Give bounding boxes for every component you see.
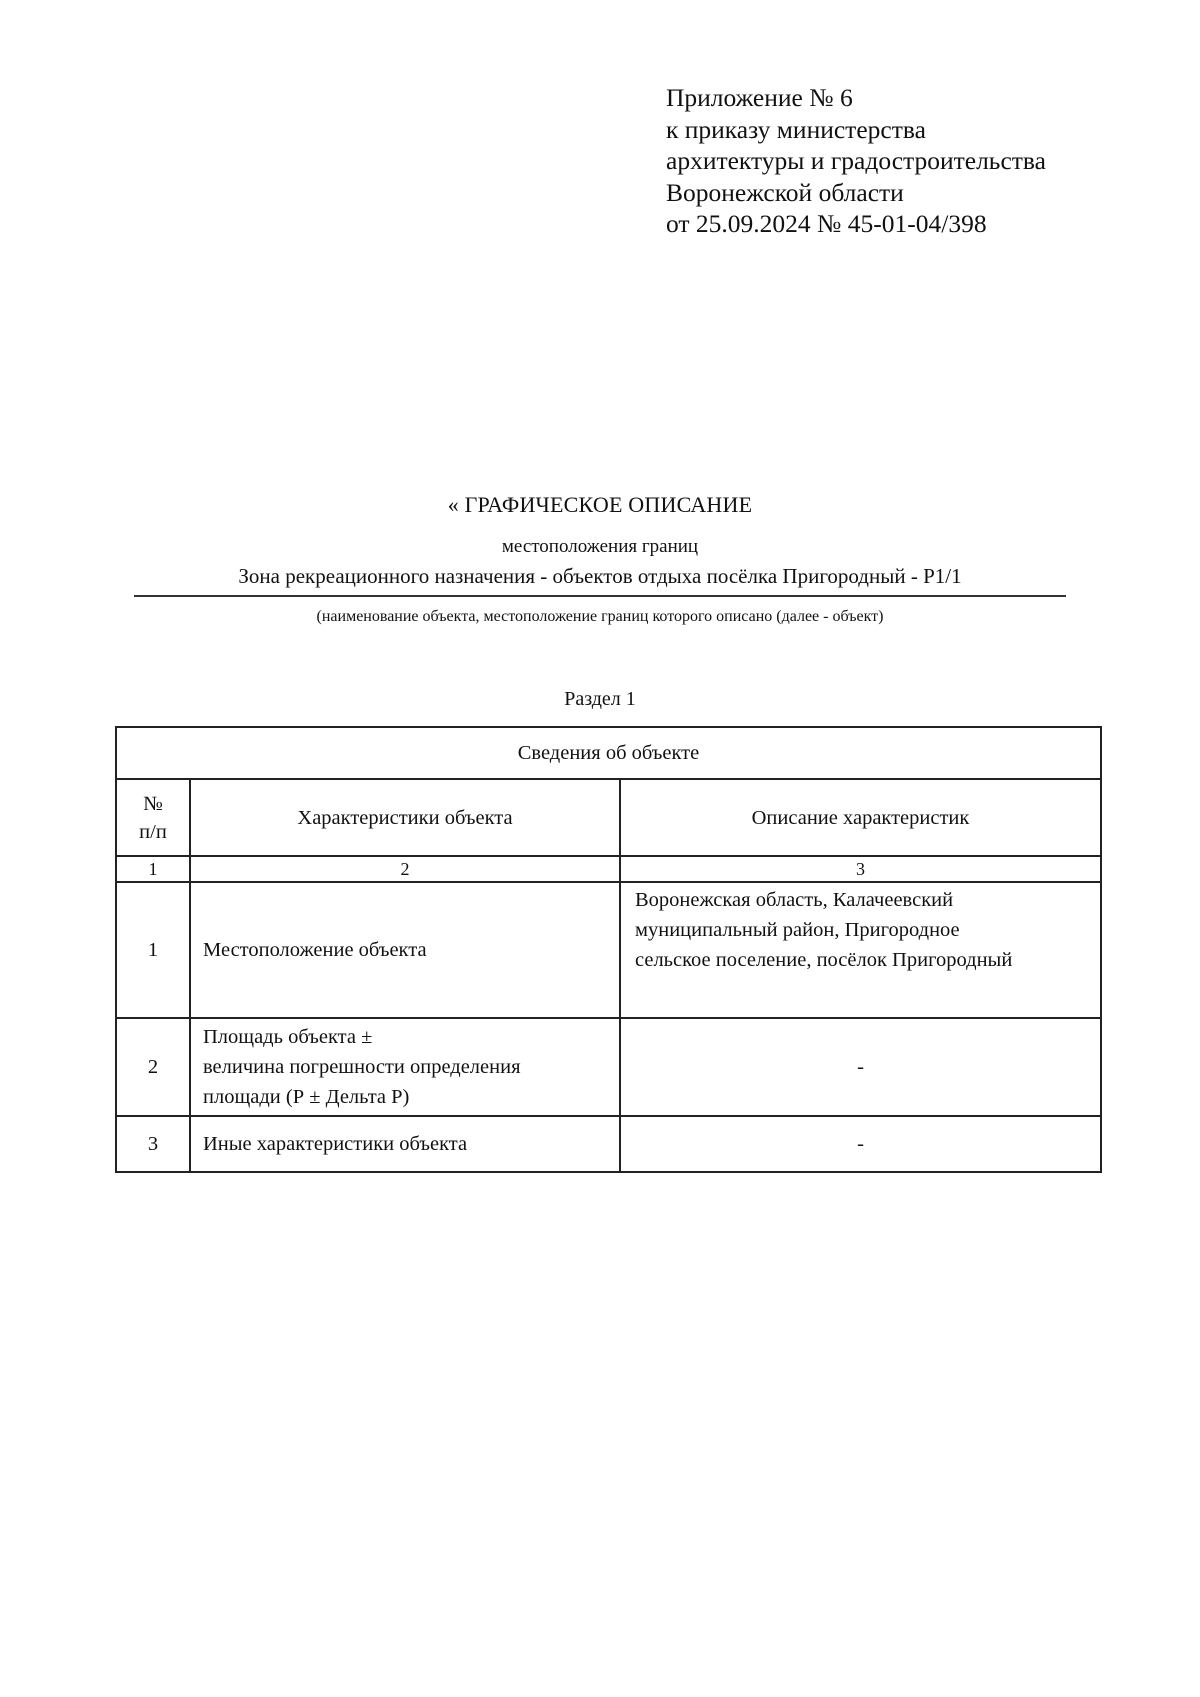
row-number: 1 <box>116 882 190 1018</box>
table-caption-row <box>116 727 1101 779</box>
table-row <box>116 882 1101 1018</box>
row-characteristic-line: Площадь объекта ± <box>203 1026 373 1048</box>
object-name: Зона рекреационного назначения - объектов отдыха посёлка Пригородный - Р1/1 <box>134 564 1066 597</box>
annex-line: Приложение № 6 <box>666 83 853 112</box>
section-label: Раздел 1 <box>564 688 636 710</box>
row-description <box>620 882 1101 1018</box>
column-number-row <box>116 856 1101 882</box>
row-characteristic-line: площади (Р ± Дельта Р) <box>203 1086 410 1108</box>
table-header-row <box>116 779 1101 856</box>
row-description: - <box>620 1116 1101 1172</box>
annex-line: архитектуры и градостроительства <box>666 146 1046 175</box>
table-row <box>116 1018 1101 1116</box>
column-header-characteristics: Характеристики объекта <box>190 779 620 856</box>
row-characteristic: Иные характеристики объекта <box>190 1116 620 1172</box>
column-number: 3 <box>620 856 1101 882</box>
table-caption: Сведения об объекте <box>116 727 1101 779</box>
object-name-hint: (наименование объекта, местоположение границ которого описано (далее - объект) <box>316 608 884 625</box>
annex-line: к приказу министерства <box>666 114 926 144</box>
column-header-description: Описание характеристик <box>620 779 1101 856</box>
row-characteristic <box>190 1018 620 1116</box>
row-number: 2 <box>116 1018 190 1116</box>
annex-block <box>666 82 1046 240</box>
column-number: 1 <box>116 856 190 882</box>
row-description-line: муниципальный район, Пригородное <box>635 919 960 941</box>
column-header-num-line: № <box>143 792 163 815</box>
row-characteristic-line: величина погрешности определения <box>203 1056 521 1078</box>
row-number: 3 <box>116 1116 190 1172</box>
annex-line: Воронежской области <box>666 177 904 207</box>
column-header-num <box>116 779 190 856</box>
row-characteristic: Местоположение объекта <box>190 882 620 1018</box>
annex-line: от 25.09.2024 № 45-01-04/398 <box>666 209 987 238</box>
column-header-num-line: п/п <box>139 820 167 843</box>
column-number: 2 <box>190 856 620 882</box>
document-subtitle: местоположения границ <box>501 536 699 557</box>
object-info-table <box>115 726 1102 1173</box>
table-row <box>116 1116 1101 1172</box>
row-description-line: Воронежская область, Калачеевский <box>635 889 954 911</box>
document-title: « ГРАФИЧЕСКОЕ ОПИСАНИЕ <box>447 492 753 517</box>
row-description: - <box>620 1018 1101 1116</box>
row-description-line: сельское поселение, посёлок Пригородный <box>635 949 1013 971</box>
